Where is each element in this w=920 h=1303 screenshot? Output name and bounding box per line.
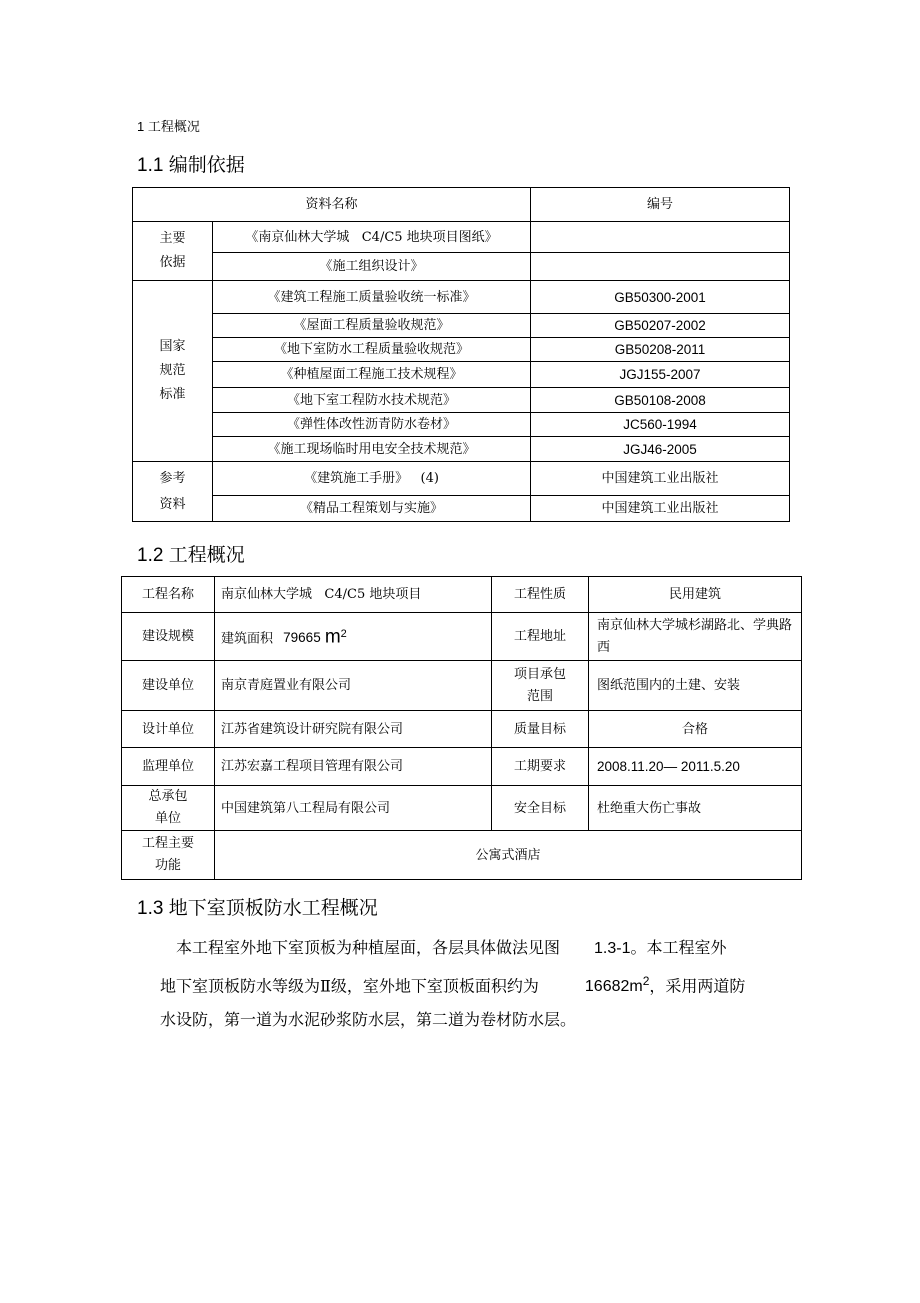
key-cell: 工期要求	[492, 748, 589, 786]
value-cell: 杜绝重大伤亡事故	[589, 786, 802, 831]
doc-code: GB50300-2001	[531, 281, 790, 314]
key-cell: 监理单位	[122, 748, 215, 786]
doc-name: 《精品工程策划与实施》	[213, 496, 531, 522]
group-label-national: 国家 规范 标准	[133, 281, 213, 462]
doc-name: 《地下室防水工程质量验收规范》	[213, 338, 531, 362]
chapter-heading: 1 工程概况	[137, 119, 200, 134]
area-unit-exp: 2	[642, 974, 650, 988]
value-cell: 南京仙林大学城 C4/C5 地块项目	[215, 577, 492, 613]
section-1-3-title: 1.3 地下室顶板防水工程概况	[137, 898, 378, 919]
area-label: 建筑面积	[221, 631, 274, 647]
doc-name: 《弹性体改性沥青防水卷材》	[213, 413, 531, 437]
value-cell: 民用建筑	[589, 577, 802, 613]
area-unit: m	[324, 626, 341, 648]
doc-name: 《种植屋面工程施工技术规程》	[213, 362, 531, 388]
doc-name: 《屋面工程质量验收规范》	[213, 314, 531, 338]
value-cell: 2008.11.20— 2011.5.20	[589, 748, 802, 786]
key-cell: 工程名称	[122, 577, 215, 613]
para-line: 水设防，第一道为水泥砂浆防水层，第二道为卷材防水层。	[160, 1010, 577, 1030]
text-run: 地下室顶板防水等级为Ⅱ级，室外地下室顶板面积约为	[160, 976, 539, 996]
building-area-cell	[215, 613, 492, 661]
key-cell: 工程地址	[492, 613, 589, 661]
doc-code: JGJ155-2007	[531, 362, 790, 388]
doc-code: JGJ46-2005	[531, 437, 790, 462]
doc-name: 《建筑施工手册》 (4)	[213, 462, 531, 496]
area-value: 79665	[283, 630, 321, 646]
value-cell: 江苏宏嘉工程项目管理有限公司	[215, 748, 492, 786]
para-line	[160, 965, 780, 1003]
doc-name: 《施工组织设计》	[213, 253, 531, 281]
value-cell: 公寓式酒店	[215, 831, 802, 880]
doc-publisher: 中国建筑工业出版社	[531, 496, 790, 522]
doc-publisher: 中国建筑工业出版社	[531, 462, 790, 496]
doc-code: GB50207-2002	[531, 314, 790, 338]
para-line	[160, 931, 780, 965]
section-1-2-title: 1.2 工程概况	[137, 545, 245, 566]
doc-name: 《南京仙林大学城 C4/C5 地块项目图纸》	[213, 222, 531, 253]
value-cell: 南京仙林大学城杉湖路北、学典路西	[589, 613, 802, 661]
section-1-3-paragraph	[160, 931, 780, 1036]
overview-table	[121, 576, 802, 880]
key-cell: 安全目标	[492, 786, 589, 831]
doc-code: GB50108-2008	[531, 388, 790, 413]
section-1-1-title: 1.1 编制依据	[137, 155, 245, 176]
doc-name: 《地下室工程防水技术规范》	[213, 388, 531, 413]
text-run: 本工程室外地下室顶板为种植屋面，各层具体做法见图	[176, 938, 561, 957]
area-value: 16682m	[584, 978, 643, 996]
key-cell: 建设单位	[122, 661, 215, 711]
header-code: 编号	[531, 188, 790, 222]
value-cell: 江苏省建筑设计研究院有限公司	[215, 711, 492, 748]
figure-ref: 1.3-1	[594, 940, 631, 957]
doc-code: JC560-1994	[531, 413, 790, 437]
value-cell: 图纸范围内的土建、安装	[589, 661, 802, 711]
doc-name: 《施工现场临时用电安全技术规范》	[213, 437, 531, 462]
key-cell: 总承包单位	[122, 786, 215, 831]
key-cell: 工程主要功能	[122, 831, 215, 880]
value-cell: 合格	[589, 711, 802, 748]
key-cell: 项目承包范围	[492, 661, 589, 711]
doc-code	[531, 253, 790, 281]
basis-table	[132, 187, 790, 522]
group-label-main: 主要 依据	[133, 222, 213, 281]
header-name: 资料名称	[133, 188, 531, 222]
group-label-reference: 参考 资料	[133, 462, 213, 522]
key-cell: 工程性质	[492, 577, 589, 613]
text-run: ，采用两道防	[649, 976, 746, 996]
key-cell: 质量目标	[492, 711, 589, 748]
value-cell: 中国建筑第八工程局有限公司	[215, 786, 492, 831]
key-cell: 设计单位	[122, 711, 215, 748]
doc-code: GB50208-2011	[531, 338, 790, 362]
value-cell: 南京青庭置业有限公司	[215, 661, 492, 711]
text-run: 。本工程室外	[630, 938, 727, 957]
key-cell: 建设规模	[122, 613, 215, 661]
area-unit-exp: 2	[340, 627, 347, 640]
doc-name: 《建筑工程施工质量验收统一标准》	[213, 281, 531, 314]
doc-code	[531, 222, 790, 253]
